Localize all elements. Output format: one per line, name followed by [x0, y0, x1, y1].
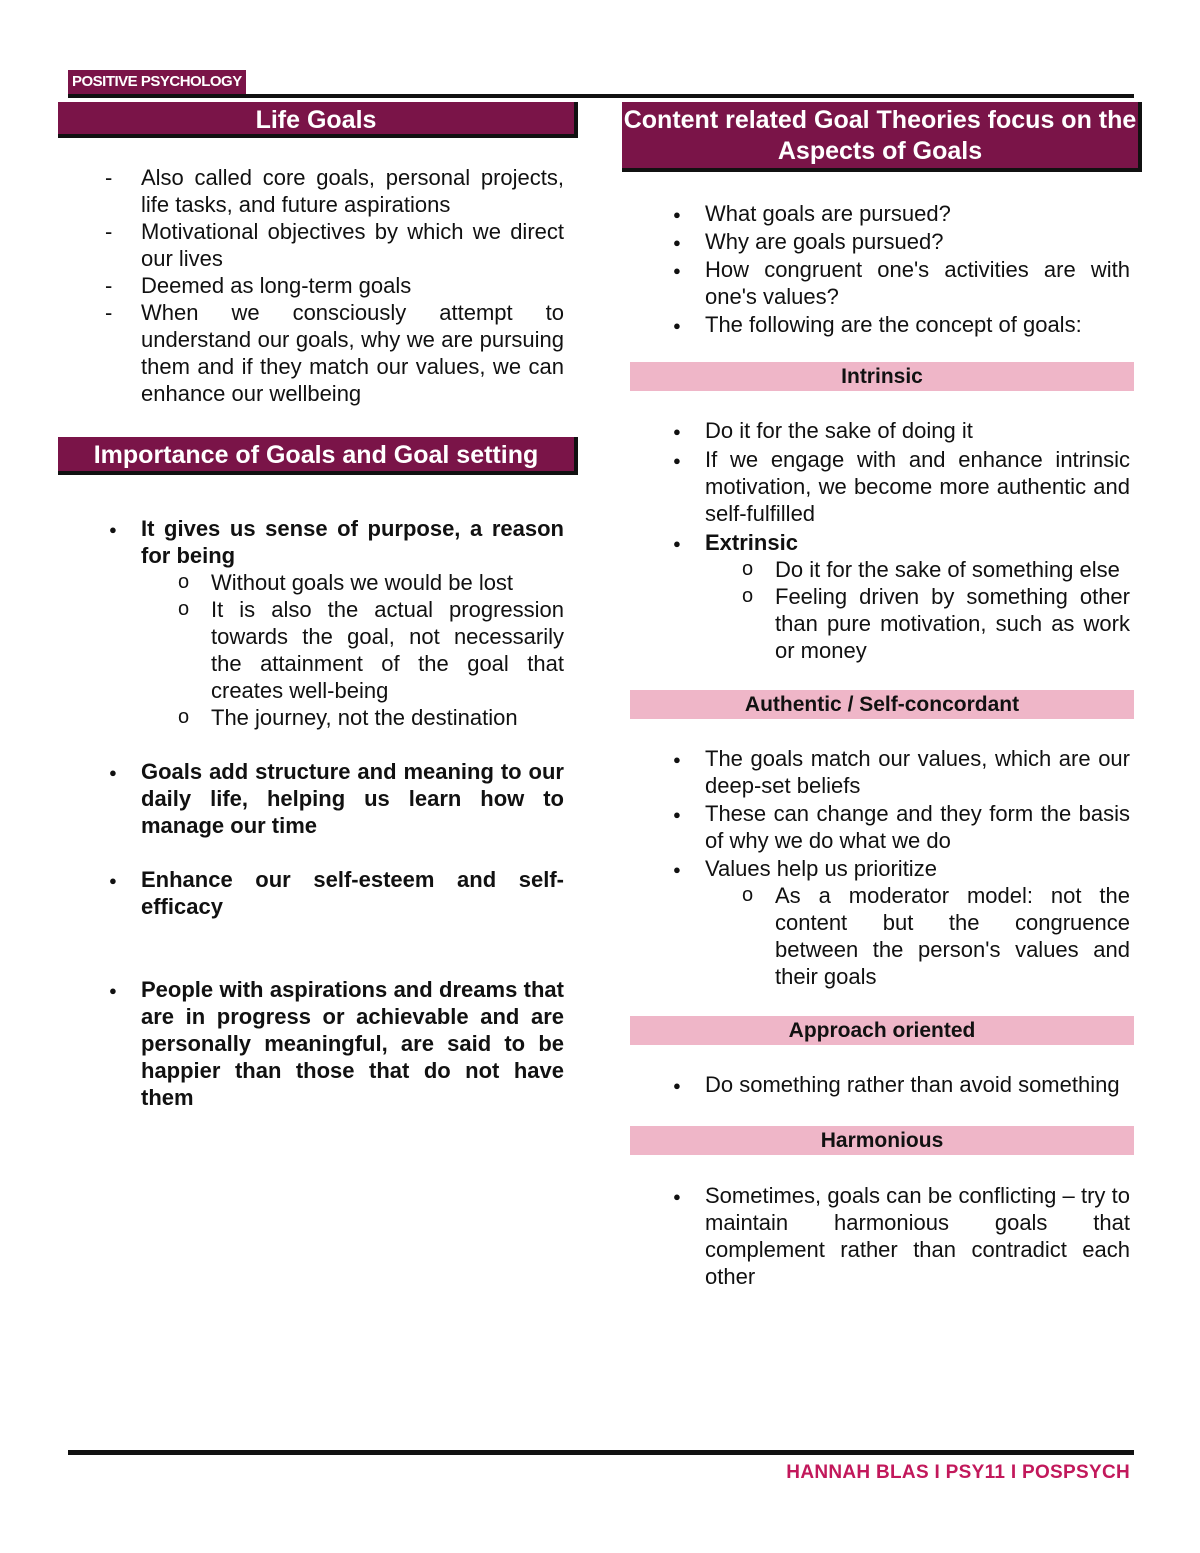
list-item: ● Do something rather than avoid something [622, 1071, 1142, 1098]
authentic-list [622, 745, 1142, 882]
right-column [622, 102, 1142, 1290]
top-divider [68, 94, 1134, 98]
subject-tag: POSITIVE PSYCHOLOGY [68, 70, 246, 94]
importance-sub-list [58, 569, 578, 731]
sub-list-item: o As a moderator model: not the content but the congruence between the person's values and their goals [622, 882, 1142, 990]
sub-list-item: o It is also the actual progression towards the goal, not necessarily the attainment of the goal that creates well-being [58, 596, 578, 704]
list-item: - Deemed as long-term goals [58, 272, 578, 299]
content-theories-heading: Content related Goal Theories focus on the Aspects of Goals [622, 102, 1142, 172]
importance-list-2 [58, 758, 578, 839]
harmonious-list [622, 1182, 1142, 1290]
sub-list-item: o Do it for the sake of something else [622, 556, 1142, 583]
list-item: ● If we engage with and enhance intrinsic motivation, we become more authentic and self-fulfilled [622, 446, 1142, 527]
list-item: - Motivational objectives by which we direct our lives [58, 218, 578, 272]
list-item: ● Goals add structure and meaning to our daily life, helping us learn how to manage our time [58, 758, 578, 839]
list-item: - When we consciously attempt to understand our goals, why we are pursuing them and if they match our values, we can enhance our wellbeing [58, 299, 578, 407]
importance-heading: Importance of Goals and Goal setting [58, 437, 578, 475]
life-goals-list [58, 164, 578, 407]
importance-list-3 [58, 866, 578, 920]
list-item: ● Sometimes, goals can be conflicting – try to maintain harmonious goals that complement rather than contradict each other [622, 1182, 1142, 1290]
left-column [58, 102, 578, 1111]
sub-list-item: o Without goals we would be lost [58, 569, 578, 596]
importance-list [58, 515, 578, 569]
authentic-heading: Authentic / Self-concordant [630, 690, 1134, 719]
sub-list-item: o Feeling driven by something other than pure motivation, such as work or money [622, 583, 1142, 664]
list-item: - Also called core goals, personal projects, life tasks, and future aspirations [58, 164, 578, 218]
list-item: ● It gives us sense of purpose, a reason for being [58, 515, 578, 569]
approach-list [622, 1071, 1142, 1098]
list-item: ● The following are the concept of goals: [622, 311, 1142, 338]
sub-list-item: o The journey, not the destination [58, 704, 578, 731]
list-item: ● What goals are pursued? [622, 200, 1142, 227]
list-item: ● The goals match our values, which are our deep-set beliefs [622, 745, 1142, 799]
importance-list-4 [58, 976, 578, 1111]
footer-credit: HANNAH BLAS I PSY11 I POSPSYCH [786, 1462, 1130, 1483]
extrinsic-sub-list [622, 556, 1142, 664]
intrinsic-heading: Intrinsic [630, 362, 1134, 391]
list-item: ● These can change and they form the basis of why we do what we do [622, 800, 1142, 854]
list-item: ● Do it for the sake of doing it [622, 417, 1142, 444]
list-item: ● Extrinsic [622, 529, 1142, 556]
list-item: ● Enhance our self-esteem and self-efficacy [58, 866, 578, 920]
approach-heading: Approach oriented [630, 1016, 1134, 1045]
list-item: ● Values help us prioritize [622, 855, 1142, 882]
questions-list [622, 200, 1142, 338]
life-goals-heading: Life Goals [58, 102, 578, 138]
list-item: ● People with aspirations and dreams that are in progress or achievable and are personally meaningful, are said to be happier than those that do not have them [58, 976, 578, 1111]
list-item: ● Why are goals pursued? [622, 228, 1142, 255]
authentic-sub-list [622, 882, 1142, 990]
bottom-divider [68, 1450, 1134, 1455]
list-item: ● How congruent one's activities are with one's values? [622, 256, 1142, 310]
intrinsic-list [622, 417, 1142, 556]
harmonious-heading: Harmonious [630, 1126, 1134, 1155]
